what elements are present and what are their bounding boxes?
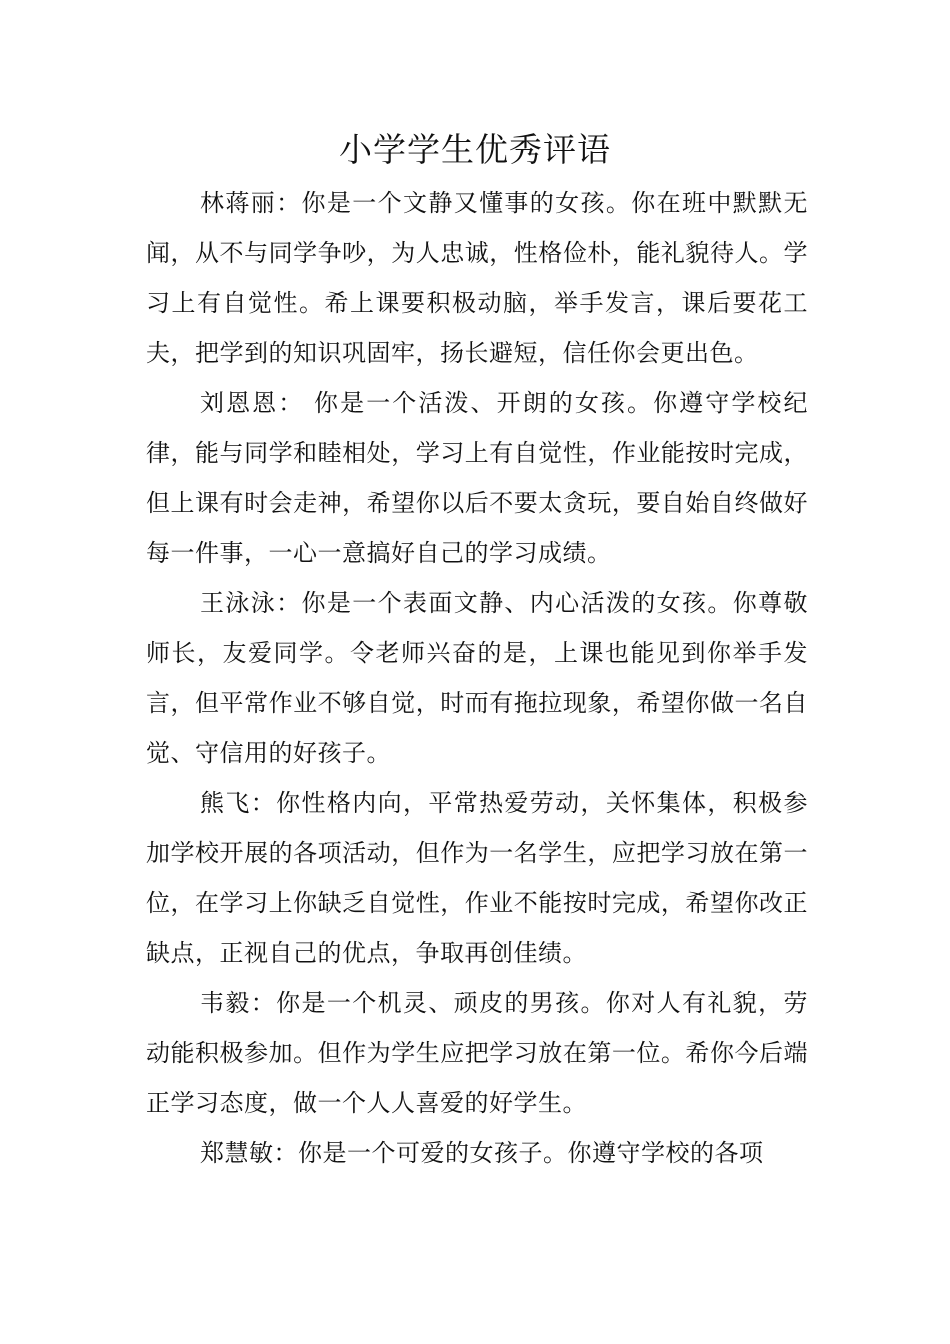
comment-paragraph-2: 刘恩恩： 你是一个活泼、开朗的女孩。你遵守学校纪律，能与同学和睦相处，学习上有自觉性，作业能按时完成，但上课有时会走神，希望你以后不要太贪玩，要自始自终做好每一件事，一心一意搞好自己的学习成绩。 — [146, 389, 808, 567]
comment-paragraph-6: 郑慧敏：你是一个可爱的女孩子。你遵守学校的各项 — [200, 1139, 764, 1167]
document-title: 小学学生优秀评语 — [339, 130, 611, 169]
comment-paragraph-1: 林蒋丽：你是一个文静又懂事的女孩。你在班中默默无闻，从不与同学争吵，为人忠诚，性格俭朴，能礼貌待人。学习上有自觉性。希上课要积极动脑，举手发言，课后要花工夫，把学到的知识巩固牢，扬长避短，信任你会更出色。 — [146, 189, 808, 367]
comment-paragraph-4: 熊飞：你性格内向，平常热爱劳动，关怀集体，积极参加学校开展的各项活动，但作为一名学生，应把学习放在第一位，在学习上你缺乏自觉性，作业不能按时完成，希望你改正缺点，正视自己的优点，争取再创佳绩。 — [146, 789, 808, 967]
document-body — [146, 178, 808, 1178]
comment-paragraph-3: 王泳泳：你是一个表面文静、内心活泼的女孩。你尊敬师长，友爱同学。令老师兴奋的是，上课也能见到你举手发言，但平常作业不够自觉，时而有拖拉现象，希望你做一名自觉、守信用的好孩子。 — [146, 589, 808, 767]
comment-paragraph-5: 韦毅：你是一个机灵、顽皮的男孩。你对人有礼貌，劳动能积极参加。但作为学生应把学习放在第一位。希你今后端正学习态度，做一个人人喜爱的好学生。 — [146, 989, 808, 1117]
